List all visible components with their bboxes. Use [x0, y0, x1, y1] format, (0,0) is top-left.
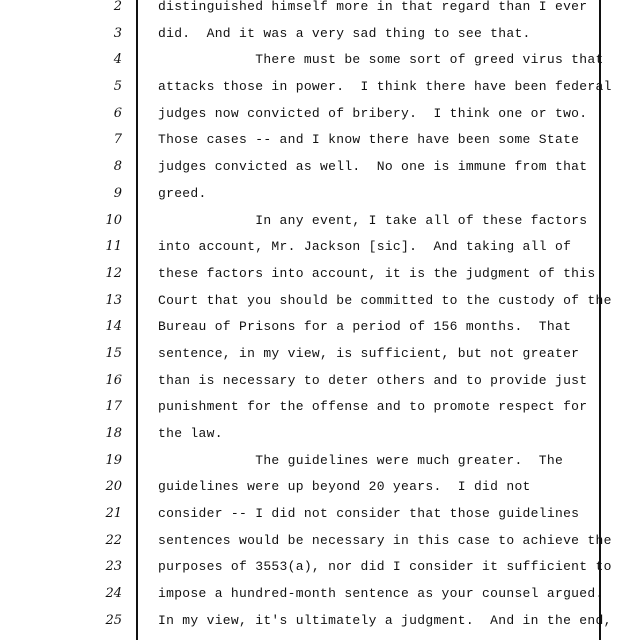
- line-number: 20: [105, 479, 122, 495]
- line-number: 6: [113, 105, 122, 121]
- line-text: consider -- I did not consider that those guidelines: [158, 506, 580, 522]
- transcript-line: [0, 181, 640, 208]
- line-text: sentence, in my view, is sufficient, but not greater: [158, 345, 580, 361]
- transcript-line: [0, 368, 640, 395]
- line-number: 14: [105, 319, 122, 335]
- transcript-line: [0, 528, 640, 555]
- transcript-line: [0, 394, 640, 421]
- line-number: 25: [105, 612, 122, 628]
- line-text: impose a hundred-month sentence as your counsel argued.: [158, 586, 604, 602]
- line-number: 15: [105, 345, 122, 361]
- transcript-line: [0, 261, 640, 288]
- transcript-line: [0, 608, 640, 635]
- line-text: Court that you should be committed to the custody of the: [158, 292, 612, 308]
- line-text: into account, Mr. Jackson [sic]. And taking all of: [158, 239, 572, 255]
- line-number: 7: [113, 132, 122, 148]
- line-text: than is necessary to deter others and to provide just: [158, 372, 588, 388]
- line-text: judges now convicted of bribery. I think one or two.: [158, 105, 588, 121]
- transcript-line: [0, 501, 640, 528]
- line-number: 8: [113, 159, 122, 175]
- transcript-line: [0, 554, 640, 581]
- transcript-line: [0, 288, 640, 315]
- line-text: attacks those in power. I think there have been federal: [158, 79, 612, 95]
- line-text: did. And it was a very sad thing to see that.: [158, 25, 531, 41]
- transcript-line: [0, 74, 640, 101]
- line-text: The guidelines were much greater. The: [158, 452, 564, 468]
- line-number: 24: [105, 586, 122, 602]
- line-number: 11: [105, 239, 122, 255]
- line-text: Those cases -- and I know there have been some State: [158, 132, 580, 148]
- line-number: 3: [113, 25, 122, 41]
- line-text: the law.: [158, 426, 223, 441]
- line-text: punishment for the offense and to promote respect for: [158, 399, 588, 415]
- transcript-line: [0, 21, 640, 48]
- line-number: 10: [105, 212, 122, 228]
- transcript-line: [0, 421, 640, 448]
- line-number: 12: [105, 265, 122, 281]
- line-number: 16: [105, 372, 122, 388]
- line-text: Bureau of Prisons for a period of 156 months. That: [158, 319, 572, 335]
- line-number: 2: [113, 0, 122, 14]
- line-number: 23: [105, 559, 122, 575]
- transcript-line: [0, 341, 640, 368]
- line-text: In any event, I take all of these factors: [158, 212, 588, 228]
- transcript-line: [0, 208, 640, 235]
- line-number: 5: [113, 79, 122, 95]
- transcript-line: [0, 101, 640, 128]
- transcript-line: [0, 47, 640, 74]
- line-text: There must be some sort of greed virus that: [158, 52, 604, 68]
- transcript-line: [0, 581, 640, 608]
- line-text: sentences would be necessary in this case to achieve the: [158, 532, 612, 548]
- line-text: distinguished himself more in that regard than I ever: [158, 0, 588, 14]
- transcript-line: [0, 314, 640, 341]
- line-number: 4: [113, 52, 122, 68]
- line-text: these factors into account, it is the judgment of this: [158, 265, 596, 281]
- transcript-line: [0, 0, 640, 21]
- line-number: 9: [113, 185, 122, 201]
- transcript-line: [0, 234, 640, 261]
- line-text: judges convicted as well. No one is immune from that: [158, 159, 588, 175]
- transcript-line: [0, 154, 640, 181]
- line-number: 21: [105, 506, 122, 522]
- line-number: 22: [105, 532, 122, 548]
- transcript-line: [0, 448, 640, 475]
- line-number: 13: [105, 292, 122, 308]
- line-text: In my view, it's ultimately a judgment. And in the end,: [158, 612, 612, 628]
- line-text: purposes of 3553(a), nor did I consider it sufficient to: [158, 559, 612, 575]
- line-text: greed.: [158, 185, 207, 201]
- line-number: 18: [105, 426, 122, 441]
- line-number: 19: [105, 452, 122, 468]
- line-text: guidelines were up beyond 20 years. I did not: [158, 479, 531, 495]
- transcript-line: [0, 474, 640, 501]
- transcript-line: [0, 127, 640, 154]
- line-number: 17: [105, 399, 122, 415]
